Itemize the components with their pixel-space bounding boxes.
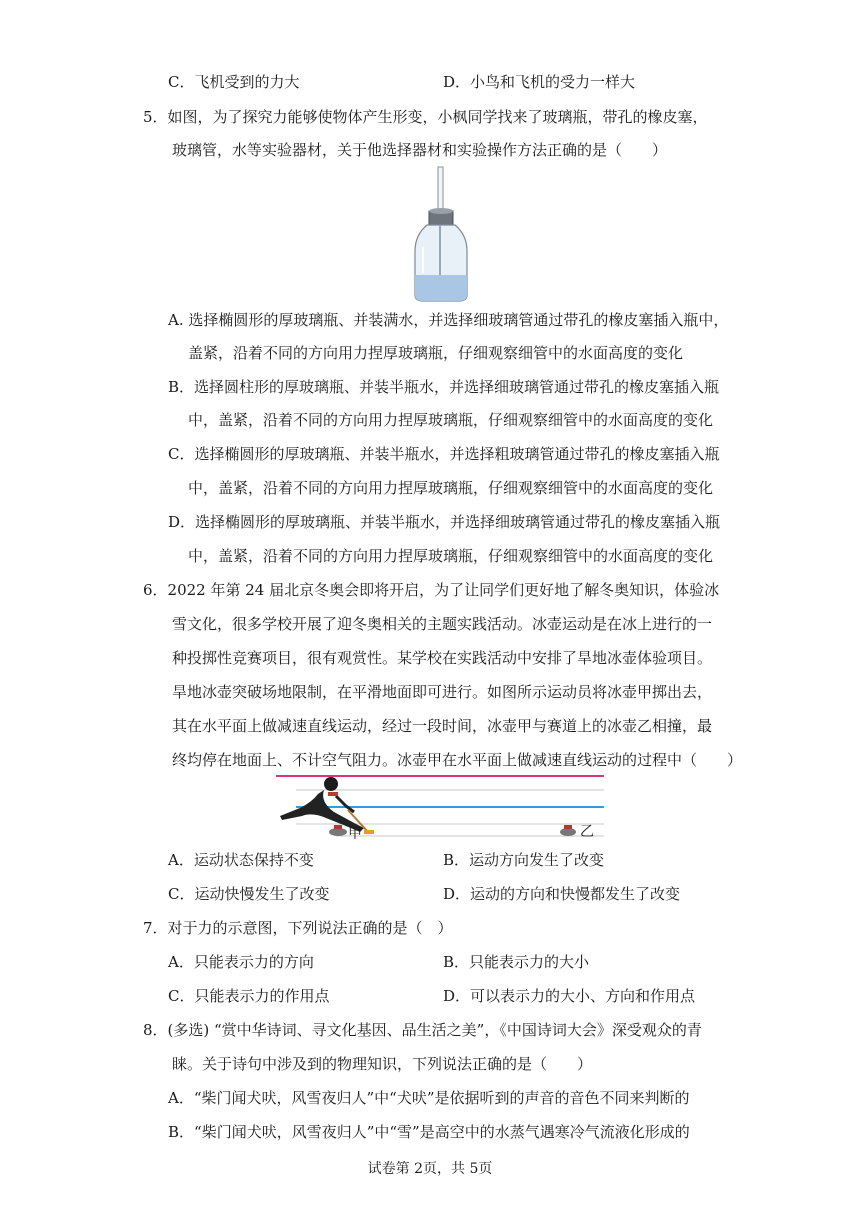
q7-option-d: D．可以表示力的大小、方向和作用点 [443,987,696,1005]
q5-option-b-line1: B．选择圆柱形的厚玻璃瓶、并装半瓶水，并选择细玻璃管通过带孔的橡皮塞插入瓶 [168,378,720,396]
q5-stem-line1: 5．如图，为了探究力能够使物体产生形变，小枫同学找来了玻璃瓶，带孔的橡皮塞， [143,108,708,126]
q8-option-b: B．“柴门闻犬吠，风雪夜归人”中“雪”是高空中的水蒸气遇寒冷气流液化形成的 [168,1123,690,1141]
option-d-prev: D．小鸟和飞机的受力一样大 [443,73,636,91]
q5-option-a-line2: 盖紧，沿着不同的方向用力捏厚玻璃瓶，仔细观察细管中的水面高度的变化 [188,344,684,362]
q6-stem-line3: 种投掷性竞赛项目，很有观赏性。某学校在实践活动中安排了旱地冰壶体验项目。 [172,649,713,667]
stone-yi-label: 乙 [580,824,594,840]
q6-stem-line5: 其在水平面上做减速直线运动，经过一段时间，冰壶甲与赛道上的冰壶乙相撞，最 [172,717,713,735]
q5-option-d-line2: 中，盖紧，沿着不同的方向用力捏厚玻璃瓶，仔细观察细管中的水面高度的变化 [188,547,714,565]
q6-option-a: A．运动状态保持不变 [168,851,314,869]
q5-option-a-line1: A. 选择椭圆形的厚玻璃瓶、并装满水，并选择细玻璃管通过带孔的橡皮塞插入瓶中， [168,311,729,329]
q8-stem-line2: 睐。关于诗句中涉及到的物理知识，下列说法正确的是（ ） [172,1055,593,1073]
q5-option-c-line1: C．选择椭圆形的厚玻璃瓶、并装半瓶水，并选择粗玻璃管通过带孔的橡皮塞插入瓶 [168,445,720,463]
stone-jia-label: 甲 [348,826,362,842]
q5-option-c-line2: 中，盖紧，沿着不同的方向用力捏厚玻璃瓶，仔细观察细管中的水面高度的变化 [188,479,714,497]
q7-option-a: A．只能表示力的方向 [168,953,314,971]
q6-option-c: C．运动快慢发生了改变 [168,885,330,903]
q6-stem-line1: 6．2022 年第 24 届北京冬奥会即将开启，为了让同学们更好地了解冬奥知识，体验冰 [143,581,720,599]
q6-option-b: B．运动方向发生了改变 [443,851,605,869]
q5-option-b-line2: 中，盖紧，沿着不同的方向用力捏厚玻璃瓶，仔细观察细管中的水面高度的变化 [188,411,714,429]
curling-figure [276,772,606,842]
q6-option-d: D．运动的方向和快慢都发生了改变 [443,885,681,903]
q7-option-c: C．只能表示力的作用点 [168,987,330,1005]
q6-stem-line6: 终均停在地面上、不计空气阻力。冰壶甲在水平面上做减速直线运动的过程中（ ） [172,751,743,769]
q8-option-a: A．“柴门闻犬吠，风雪夜归人”中“犬吠”是依据听到的声音的音色不同来判断的 [168,1089,690,1107]
q7-option-b: B．只能表示力的大小 [443,953,590,971]
q6-stem-line4: 旱地冰壶突破场地限制，在平滑地面即可进行。如图所示运动员将冰壶甲掷出去， [172,683,713,701]
option-c-prev: C．飞机受到的力大 [168,73,300,91]
q7-stem: 7．对于力的示意图，下列说法正确的是（ ） [143,919,453,937]
bottle-figure [405,165,475,305]
page-footer: 试卷第 2页，共 5页 [367,1161,493,1177]
q6-stem-line2: 雪文化，很多学校开展了迎冬奥相关的主题实践活动。冰壶运动是在冰上进行的一 [172,615,713,633]
q8-stem-line1: 8．(多选) “赏中华诗词、寻文化基因、品生活之美”，《中国诗词大会》深受观众的青 [143,1021,702,1039]
q5-option-d-line1: D．选择椭圆形的厚玻璃瓶、并装半瓶水，并选择细玻璃管通过带孔的橡皮塞插入瓶 [168,513,721,531]
q5-stem-line2: 玻璃管，水等实验器材，关于他选择器材和实验操作方法正确的是（ ） [172,141,668,159]
